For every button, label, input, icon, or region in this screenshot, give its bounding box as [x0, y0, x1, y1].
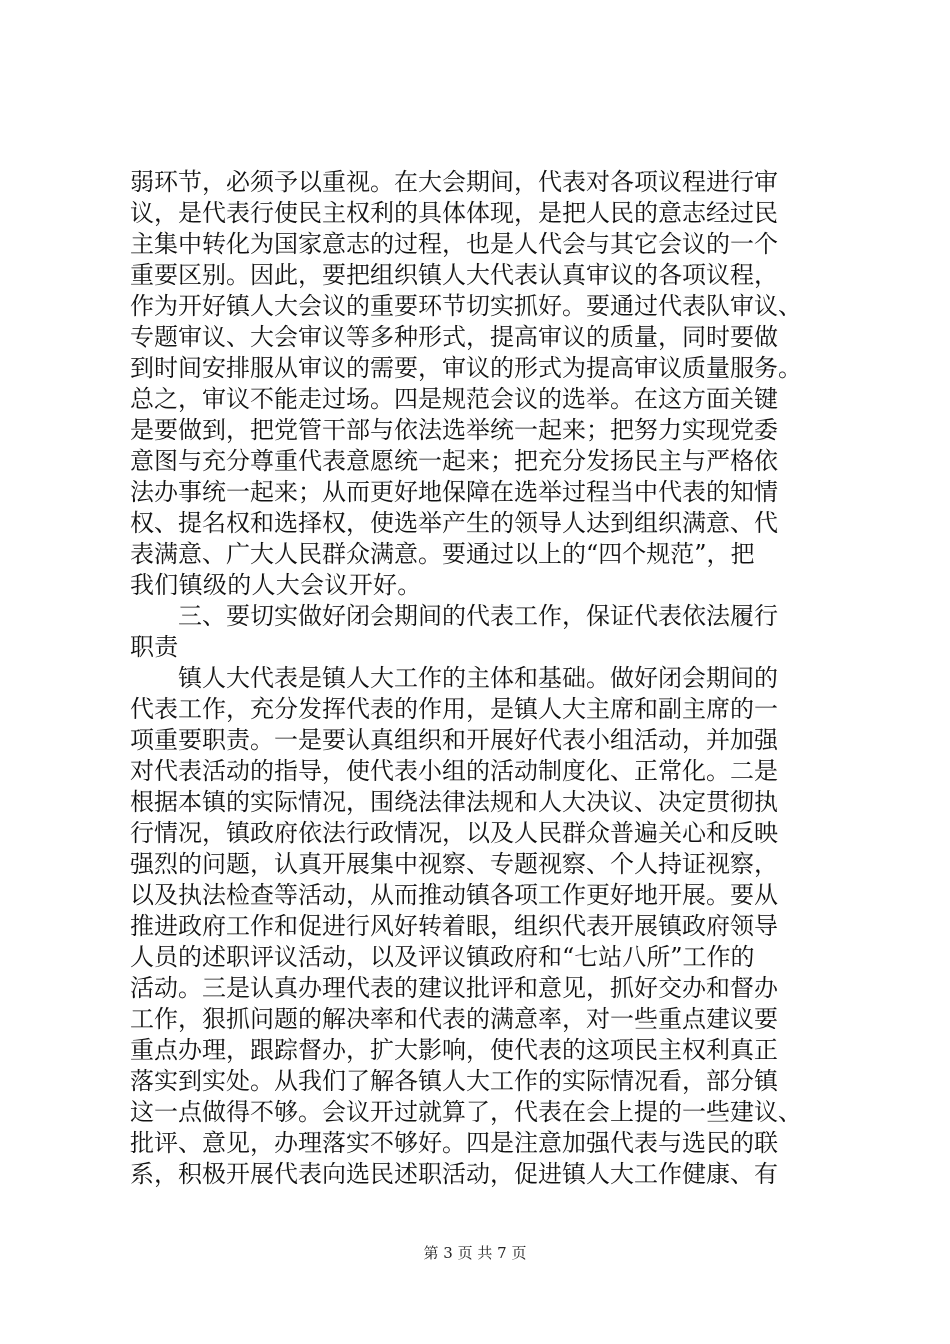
- text-line: 重点办理，跟踪督办，扩大影响，使代表的这项民主权利真正: [130, 1036, 778, 1064]
- text-line: 对代表活动的指导，使代表小组的活动制度化、正常化。二是: [130, 757, 778, 785]
- text-line: 意图与充分尊重代表意愿统一起来；把充分发扬民主与严格依: [130, 447, 778, 475]
- text-line: 这一点做得不够。会议开过就算了，代表在会上提的一些建议、: [130, 1098, 802, 1126]
- text-line: 推进政府工作和促进行风好转着眼，组织代表开展镇政府领导: [130, 912, 778, 940]
- text-line: 镇人大代表是镇人大工作的主体和基础。做好闭会期间的: [178, 664, 778, 692]
- text-line: 落实到实处。从我们了解各镇人大工作的实际情况看，部分镇: [130, 1067, 778, 1095]
- text-line: 总之，审议不能走过场。四是规范会议的选举。在这方面关键: [130, 385, 778, 413]
- text-line: 行情况，镇政府依法行政情况，以及人民群众普遍关心和反映: [130, 819, 778, 847]
- text-line: 权、提名权和选择权，使选举产生的领导人达到组织满意、代: [130, 509, 778, 537]
- text-line: 工作，狠抓问题的解决率和代表的满意率，对一些重点建议要: [130, 1005, 778, 1033]
- text-line: 代表工作，充分发挥代表的作用，是镇人大主席和副主席的一: [130, 695, 778, 723]
- text-line: 以及执法检查等活动，从而推动镇各项工作更好地开展。要从: [130, 881, 778, 909]
- text-line: 活动。三是认真办理代表的建议批评和意见，抓好交办和督办: [130, 974, 778, 1002]
- text-line: 我们镇级的人大会议开好。: [130, 571, 422, 599]
- text-line: 职责: [130, 633, 179, 661]
- text-line: 作为开好镇人大会议的重要环节切实抓好。要通过代表队审议、: [130, 292, 802, 320]
- text-line: 到时间安排服从审议的需要，审议的形式为提高审议质量服务。: [130, 354, 802, 382]
- page-number-footer: 第 3 页 共 7 页: [423, 1244, 527, 1262]
- text-line: 强烈的问题，认真开展集中视察、专题视察、个人持证视察，: [130, 850, 778, 878]
- text-line: 三、要切实做好闭会期间的代表工作，保证代表依法履行: [178, 602, 778, 630]
- body-text: [130, 167, 830, 1190]
- text-line: 法办事统一起来；从而更好地保障在选举过程当中代表的知情: [130, 478, 778, 506]
- text-line: 项重要职责。一是要认真组织和开展好代表小组活动，并加强: [130, 726, 778, 754]
- text-line: 系，积极开展代表向选民述职活动，促进镇人大工作健康、有: [130, 1160, 778, 1188]
- text-line: 弱环节，必须予以重视。在大会期间，代表对各项议程进行审: [130, 168, 778, 196]
- text-line: 是要做到，把党管干部与依法选举统一起来；把努力实现党委: [130, 416, 778, 444]
- text-line: 专题审议、大会审议等多种形式，提高审议的质量，同时要做: [130, 323, 778, 351]
- text-line: 根据本镇的实际情况，围绕法律法规和人大决议、决定贯彻执: [130, 788, 778, 816]
- text-line: 重要区别。因此，要把组织镇人大代表认真审议的各项议程，: [130, 261, 778, 289]
- text-line: 主集中转化为国家意志的过程，也是人代会与其它会议的一个: [130, 230, 778, 258]
- text-line: 表满意、广大人民群众满意。要通过以上的“四个规范”，把: [130, 540, 755, 568]
- text-line: 议，是代表行使民主权利的具体体现，是把人民的意志经过民: [130, 199, 778, 227]
- text-line: 批评、意见，办理落实不够好。四是注意加强代表与选民的联: [130, 1129, 778, 1157]
- text-line: 人员的述职评议活动，以及评议镇政府和“七站八所”工作的: [130, 943, 755, 971]
